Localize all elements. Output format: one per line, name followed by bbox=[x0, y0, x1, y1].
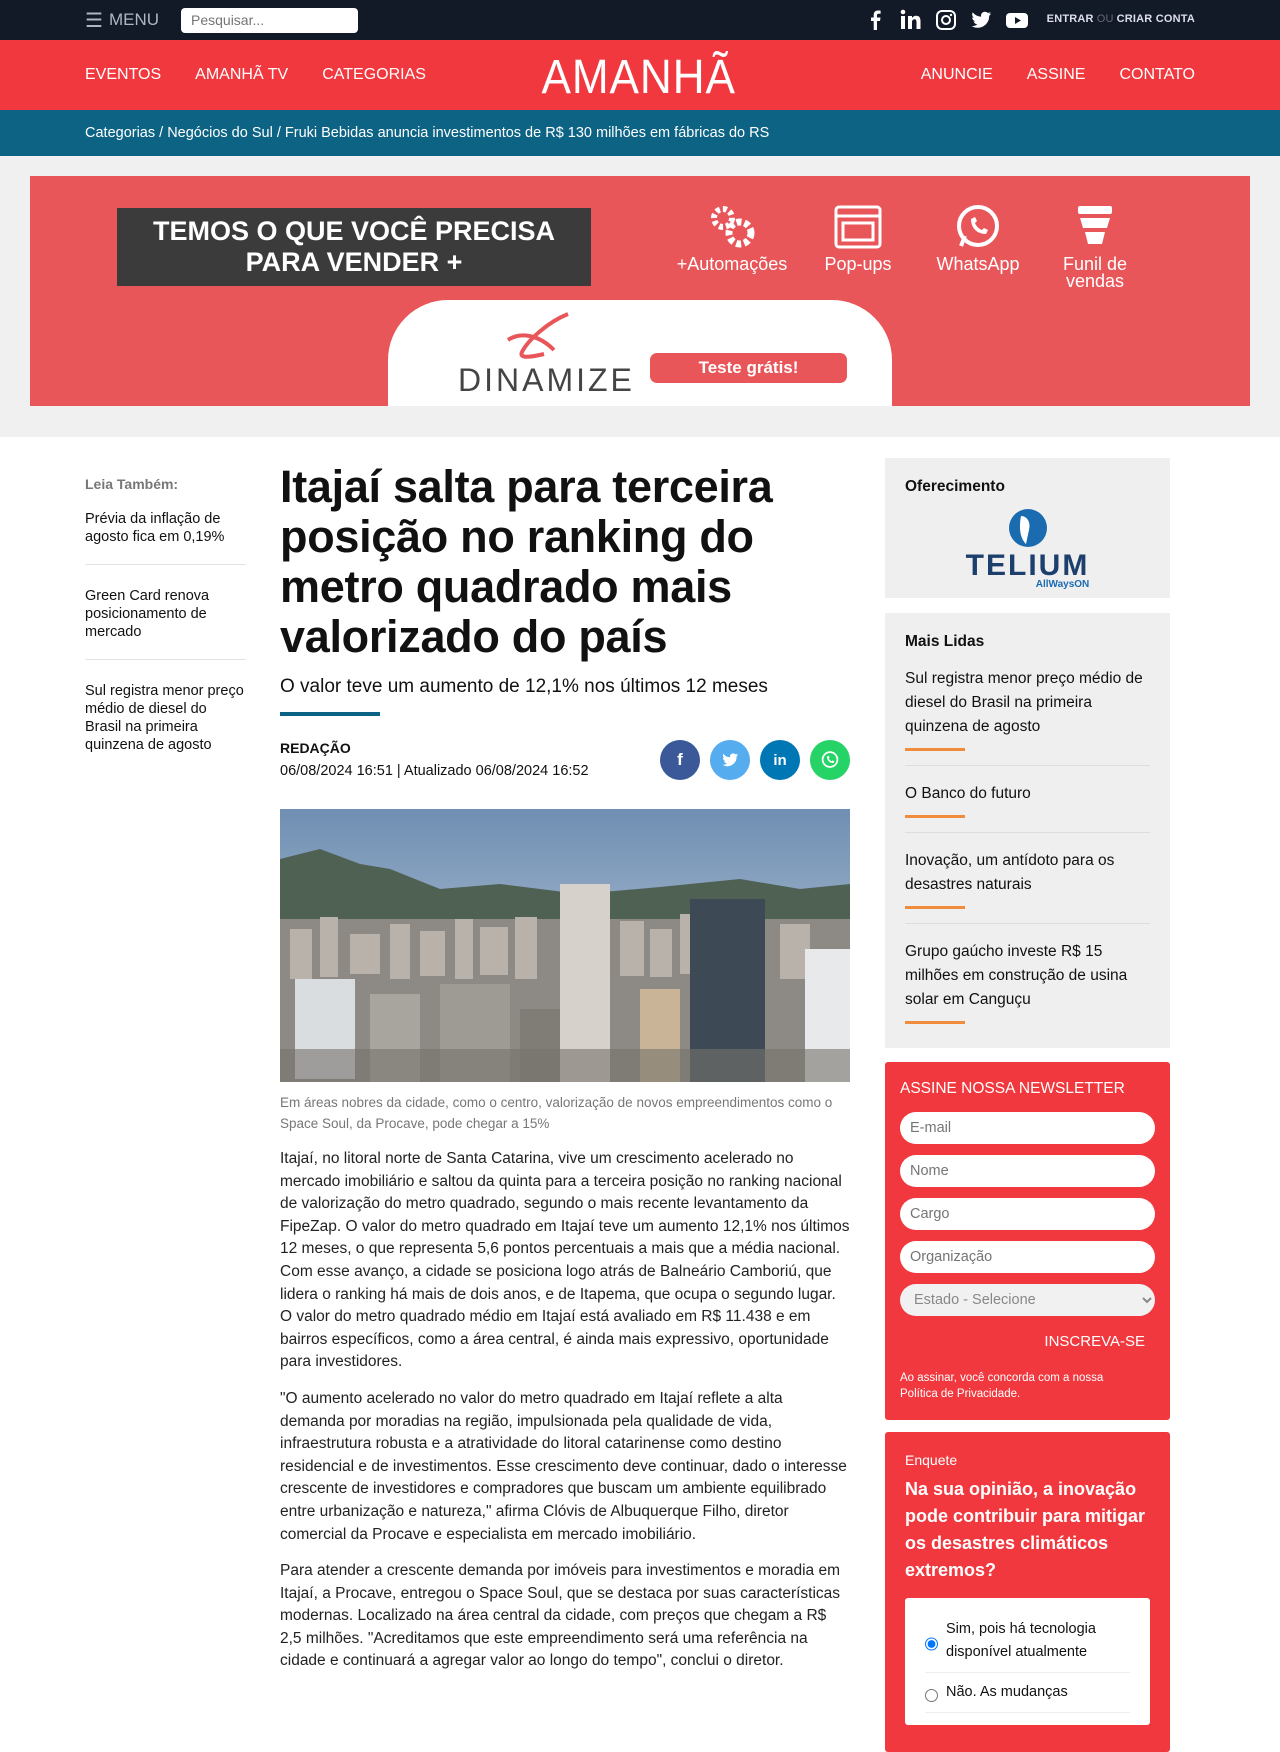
article-photo bbox=[280, 809, 850, 1082]
mais-lidas bbox=[885, 613, 1170, 1048]
feature-funil: Funil de vendas bbox=[1040, 204, 1150, 290]
breadcrumb[interactable]: Categorias / Negócios do Sul / Fruki Bebidas anuncia investimentos de R$ 130 milhões em fábricas do RS bbox=[0, 110, 1280, 156]
facebook-icon[interactable] bbox=[865, 9, 887, 31]
nav-item-categorias[interactable]: CATEGORIAS bbox=[322, 66, 426, 83]
nav-item-assine[interactable]: ASSINE bbox=[1026, 66, 1086, 83]
poll-options bbox=[905, 1598, 1150, 1725]
mais-lidas-item[interactable]: Sul registra menor preço médio de diesel do Brasil na primeira quinzena de agosto bbox=[905, 667, 1150, 766]
telium-logo[interactable]: TELIUM AllWaysON bbox=[905, 508, 1150, 590]
article-subtitle: O valor teve um aumento de 12,1% nos últimos 12 meses bbox=[280, 676, 768, 697]
poll-question: Na sua opinião, a inovação pode contribuir para mitigar os desastres climáticos extremos? bbox=[905, 1479, 1146, 1580]
nav-item-eventos[interactable]: EVENTOS bbox=[85, 66, 162, 83]
share-facebook-icon[interactable]: f bbox=[660, 740, 700, 780]
teste-gratis-button[interactable]: Teste grátis! bbox=[650, 353, 847, 383]
share-whatsapp-icon[interactable] bbox=[810, 740, 850, 780]
share-linkedin-icon[interactable]: in bbox=[760, 740, 800, 780]
linkedin-icon[interactable] bbox=[900, 9, 922, 31]
whatsapp-icon bbox=[955, 204, 1001, 250]
popup-window-icon bbox=[834, 204, 882, 250]
menu-label: MENU bbox=[108, 10, 159, 29]
nav-item-amanha-tv[interactable]: AMANHÃ TV bbox=[195, 66, 289, 83]
leia-item[interactable]: Green Card renova posicionamento de mercado bbox=[85, 587, 246, 660]
article-paragraph: Para atender a crescente demanda por imóveis para investimentos e moradia em Itajaí, a Procave, entregou o Space Soul, que se destaca por suas características modernas. Localizado na área central da cidade, com preços que chegam a R$ 2,5 milhões. "Acreditamos que este empreendimento será uma referência na cidade e continuará a agregar valor ao longo do tempo", conclui o diretor. bbox=[280, 1562, 841, 1670]
poll-option[interactable]: Não. As mudanças bbox=[925, 1673, 1130, 1713]
banner-brand: DINAMIZE bbox=[458, 362, 635, 398]
social-links bbox=[865, 9, 1027, 31]
newsletter-terms: Ao assinar, você concorda com a nossa Política de Privacidade. bbox=[900, 1370, 1155, 1402]
telium-logo-mark bbox=[1007, 508, 1049, 548]
banner-headline: TEMOS O QUE VOCÊ PRECISA PARA VENDER + bbox=[117, 208, 591, 286]
menu-button[interactable] bbox=[85, 8, 159, 33]
top-bar bbox=[0, 0, 1280, 40]
gears-icon bbox=[707, 204, 757, 250]
mais-lidas-item[interactable]: Inovação, um antídoto para os desastres naturais bbox=[905, 849, 1150, 924]
poll-radio[interactable] bbox=[925, 1624, 938, 1664]
poll-option[interactable]: Sim, pois há tecnologia disponível atualmente bbox=[925, 1610, 1130, 1673]
leia-item[interactable]: Sul registra menor preço médio de diesel do Brasil na primeira quinzena de agosto bbox=[85, 683, 244, 753]
login-link[interactable]: ENTRAR bbox=[1046, 13, 1094, 25]
site-logo[interactable]: AMANHÃ bbox=[541, 51, 736, 104]
share-twitter-icon[interactable] bbox=[710, 740, 750, 780]
instagram-icon[interactable] bbox=[935, 9, 957, 31]
feature-popups: Pop-ups bbox=[808, 204, 908, 273]
nav-left bbox=[85, 66, 426, 84]
sponsor-title: Oferecimento bbox=[905, 478, 1005, 495]
search-input[interactable] bbox=[181, 8, 358, 33]
article-title: Itajaí salta para terceira posição no ranking do metro quadrado mais valorizado do país bbox=[280, 461, 773, 662]
email-field[interactable] bbox=[900, 1112, 1155, 1144]
article-date: 06/08/2024 16:51 | Atualizado 06/08/2024 16:52 bbox=[280, 763, 589, 779]
article-author: REDAÇÃO bbox=[280, 740, 351, 756]
article-paragraph: Itajaí, no litoral norte de Santa Catarina, vive um crescimento acelerado no mercado imobiliário e saltou da quinta para a terceira posição no ranking nacional de valorização do metro quadrado, segundo o mais recente levantamento da FipeZap. O valor do metro quadrado em Itajaí teve um aumento 12,1% nos últimos 12 meses, o que representa 5,6 pontos percentuais a mais que a média nacional. Com esse avanço, a cidade se posiciona logo atrás de Balneário Camboriú, que lidera o ranking há mais de dois anos, e de Itapema, que ocupa o segundo lugar. O valor do metro quadrado médio em Itajaí está avaliado em R$ 11.438 e em bairros específicos, como a área central, é ainda mais expressivo, oportunidade para investidores. bbox=[280, 1150, 850, 1371]
mais-lidas-item[interactable]: O Banco do futuro bbox=[905, 782, 1150, 833]
poll-label: Enquete bbox=[905, 1452, 958, 1468]
hamburger-icon: ☰ bbox=[85, 9, 103, 32]
feature-whatsapp: WhatsApp bbox=[918, 204, 1038, 273]
auth-separator: OU bbox=[1096, 13, 1114, 25]
ad-banner-area bbox=[0, 156, 1280, 437]
photo-caption: Em áreas nobres da cidade, como o centro, valorização de novos empreendimentos como o Space Soul, da Procave, pode chegar a 15% bbox=[280, 1095, 833, 1131]
sponsor-card bbox=[885, 458, 1170, 598]
ad-banner[interactable] bbox=[30, 176, 1250, 406]
youtube-icon[interactable] bbox=[1005, 9, 1027, 31]
role-field[interactable] bbox=[900, 1198, 1155, 1230]
funnel-icon bbox=[1075, 204, 1115, 250]
mais-lidas-item[interactable]: Grupo gaúcho investe R$ 15 milhões em construção de usina solar em Canguçu bbox=[905, 940, 1150, 1038]
twitter-icon[interactable] bbox=[970, 9, 992, 31]
signup-link[interactable]: CRIAR CONTA bbox=[1116, 13, 1195, 25]
newsletter-form bbox=[885, 1062, 1170, 1420]
newsletter-title: ASSINE NOSSA NEWSLETTER bbox=[900, 1080, 1125, 1097]
dinamize-logo-mark bbox=[498, 312, 578, 362]
poll bbox=[885, 1432, 1170, 1752]
article-body bbox=[280, 1148, 850, 1673]
title-divider bbox=[280, 712, 380, 716]
article-paragraph: "O aumento acelerado no valor do metro quadrado em Itajaí reflete a alta demanda por moradias na região, impulsionada pela qualidade de vida, infraestrutura robusta e a atratividade do litoral catarinense como destino residencial e de investimentos. Esse crescimento deve continuar, dado o interesse crescente de investidores e compradores que buscam um ambiente equilibrado entre urbanização e natureza," afirma Clóvis de Albuquerque Filho, diretor comercial da Procave e especialista em mercado imobiliário. bbox=[280, 1389, 847, 1543]
leia-tambem bbox=[85, 476, 246, 794]
mais-lidas-title: Mais Lidas bbox=[905, 633, 985, 650]
article bbox=[280, 462, 850, 1673]
nav-right bbox=[921, 66, 1195, 84]
share-buttons bbox=[660, 740, 850, 780]
nav-item-anuncie[interactable]: ANUNCIE bbox=[920, 66, 993, 83]
subscribe-button[interactable]: INSCREVA-SE bbox=[1044, 1333, 1145, 1350]
privacy-link[interactable]: Política de Privacidade. bbox=[900, 1388, 1021, 1400]
auth-links bbox=[1047, 13, 1195, 25]
state-select[interactable] bbox=[900, 1284, 1155, 1316]
feature-automacoes: +Automações bbox=[667, 204, 797, 273]
leia-title: Leia Também: bbox=[85, 476, 179, 492]
name-field[interactable] bbox=[900, 1155, 1155, 1187]
nav-item-contato[interactable]: CONTATO bbox=[1119, 66, 1195, 83]
banner-cta-panel bbox=[388, 300, 892, 406]
poll-radio[interactable] bbox=[925, 1687, 938, 1704]
right-sidebar bbox=[885, 458, 1170, 1752]
organization-field[interactable] bbox=[900, 1241, 1155, 1273]
leia-item[interactable]: Prévia da inflação de agosto fica em 0,19% bbox=[85, 510, 246, 565]
main-nav bbox=[0, 40, 1280, 110]
